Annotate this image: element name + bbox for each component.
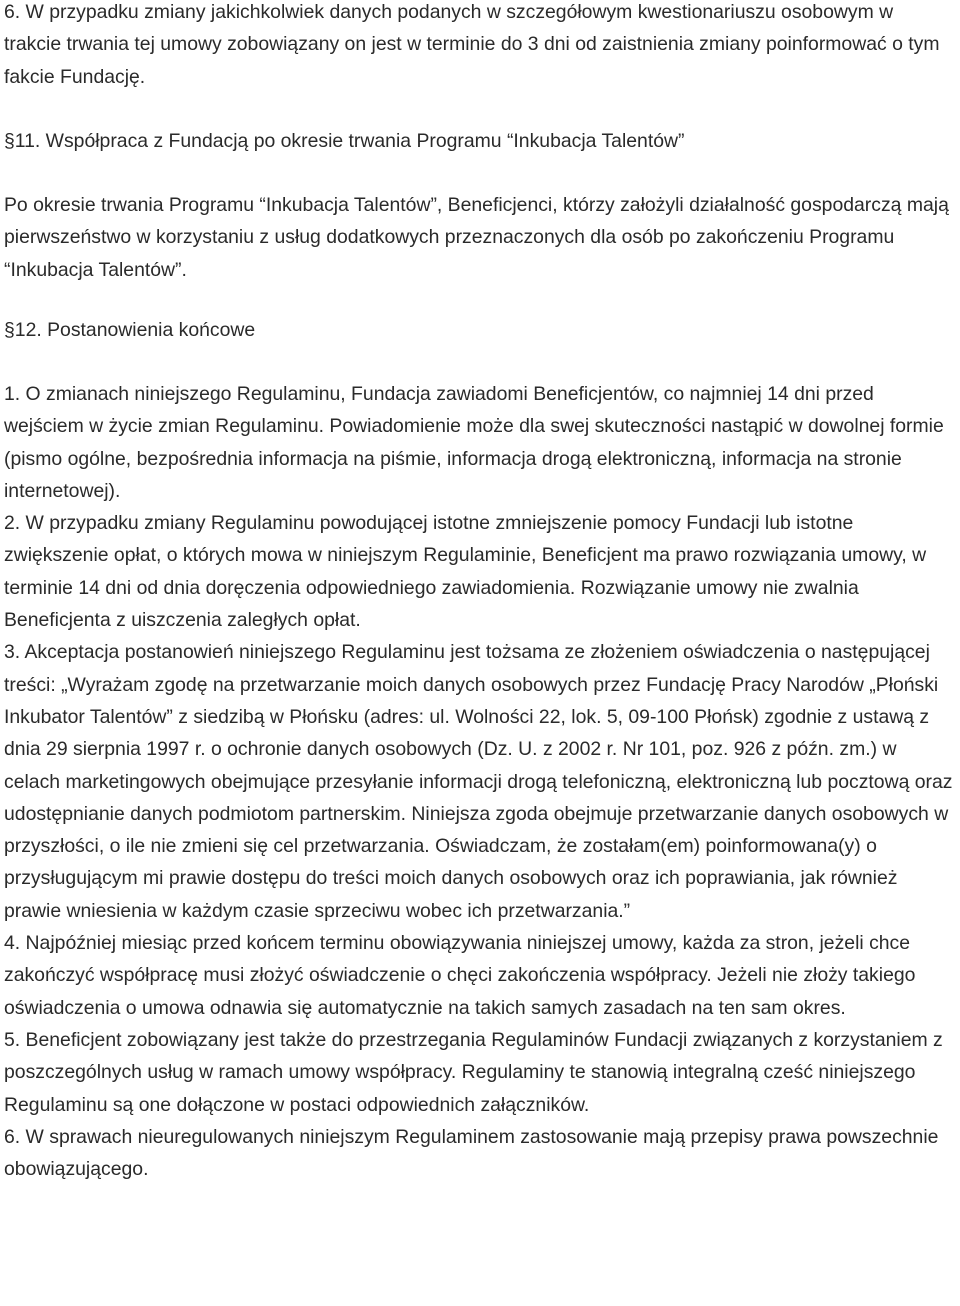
section-12-items [4,378,954,1185]
section-12-item-3: 3. Akceptacja postanowień niniejszego Regulaminu jest tożsama ze złożeniem oświadczenia o następującej treści: „Wyrażam zgodę na przetwarzanie moich danych osobowych przez Fundację Pracy Narodów „Płoński Inkubator Talentów” z siedzibą w Płońsku (adres: ul. Wolności 22, lok. 5, 09-100 Płońsk) zgodnie z ustawą z dnia 29 sierpnia 1997 r. o ochronie danych osobowych (Dz. U. z 2002 r. Nr 101, poz. 926 z późn. zm.) w celach marketingowych obejmujące przesyłanie informacji drogą telefoniczną, elektroniczną lub pocztową oraz udostępnianie danych podmiotom partnerskim. Niniejsza zgoda obejmuje przetwarzanie danych osobowych w przyszłości, o ile nie zmieni się cel przetwarzania. Oświadczam, że zostałam(em) poinformowana(y) o przysługującym mi prawie dostępu do treści moich danych osobowych oraz ich poprawiania, jak również prawie wniesienia w każdym czasie sprzeciwu wobec ich przetwarzania.” [4,641,953,922]
intro-paragraph: 6. W przypadku zmiany jakichkolwiek danych podanych w szczegółowym kwestionariuszu osobowym w trakcie trwania tej umowy zobowiązany on jest w terminie do 3 dni od zaistnienia zmiany poinformować o tym fakcie Fundację. [4,1,940,88]
section-12-heading: §12. Postanowienia końcowe [4,319,256,341]
section-12-item-1: 1. O zmianach niniejszego Regulaminu, Fundacja zawiadomi Beneficjentów, co najmniej 14 dni przed wejściem w życie zmian Regulaminu. Powiadomienie może dla swej skuteczności nastąpić w dowolnej formie (pismo ogólne, bezpośrednia informacja na piśmie, informacja drogą elektroniczną, informacja na stronie internetowej). [4,383,944,502]
section-12-item-5: 5. Beneficjent zobowiązany jest także do przestrzegania Regulaminów Fundacji związanych z korzystaniem z poszczególnych usług w ramach umowy współpracy. Regulaminy te stanowią integralną cześć niniejszego Regulaminu są one dołączone w postaci odpowiednich załączników. [4,1028,943,1116]
section-12-item-6: 6. W sprawach nieuregulowanych niniejszym Regulaminem zastosowanie mają przepisy prawa powszechnie obowiązującego. [4,1125,939,1181]
section-11-paragraph: Po okresie trwania Programu “Inkubacja Talentów”, Beneficjenci, którzy założyli działalność gospodarczą mają pierwszeństwo w korzystaniu z usług dodatkowych przeznaczonych dla osób po zakończeniu Programu “Inkubacja Talentów”. [4,194,949,281]
section-12-item-4: 4. Najpóźniej miesiąc przed końcem terminu obowiązywania niniejszej umowy, każda za stron, jeżeli chce zakończyć współpracę musi złożyć oświadczenie o chęci zakończenia współpracy. Jeżeli nie złoży takiego oświadczenia o umowa odnawia się automatycznie na takich samych zasadach na ten sam okres. [4,932,916,1019]
section-11-heading: §11. Współpraca z Fundacją po okresie trwania Programu “Inkubacja Talentów” [4,130,685,152]
section-12-item-2: 2. W przypadku zmiany Regulaminu powodującej istotne zmniejszenie pomocy Fundacji lub istotne zwiększenie opłat, o których mowa w niniejszym Regulaminie, Beneficjent ma prawo rozwiązania umowy, w terminie 14 dni od dnia doręczenia odpowiedniego zawiadomienia. Rozwiązanie umowy nie zwalnia Beneficjenta z uiszczenia zaległych opłat. [4,512,927,632]
